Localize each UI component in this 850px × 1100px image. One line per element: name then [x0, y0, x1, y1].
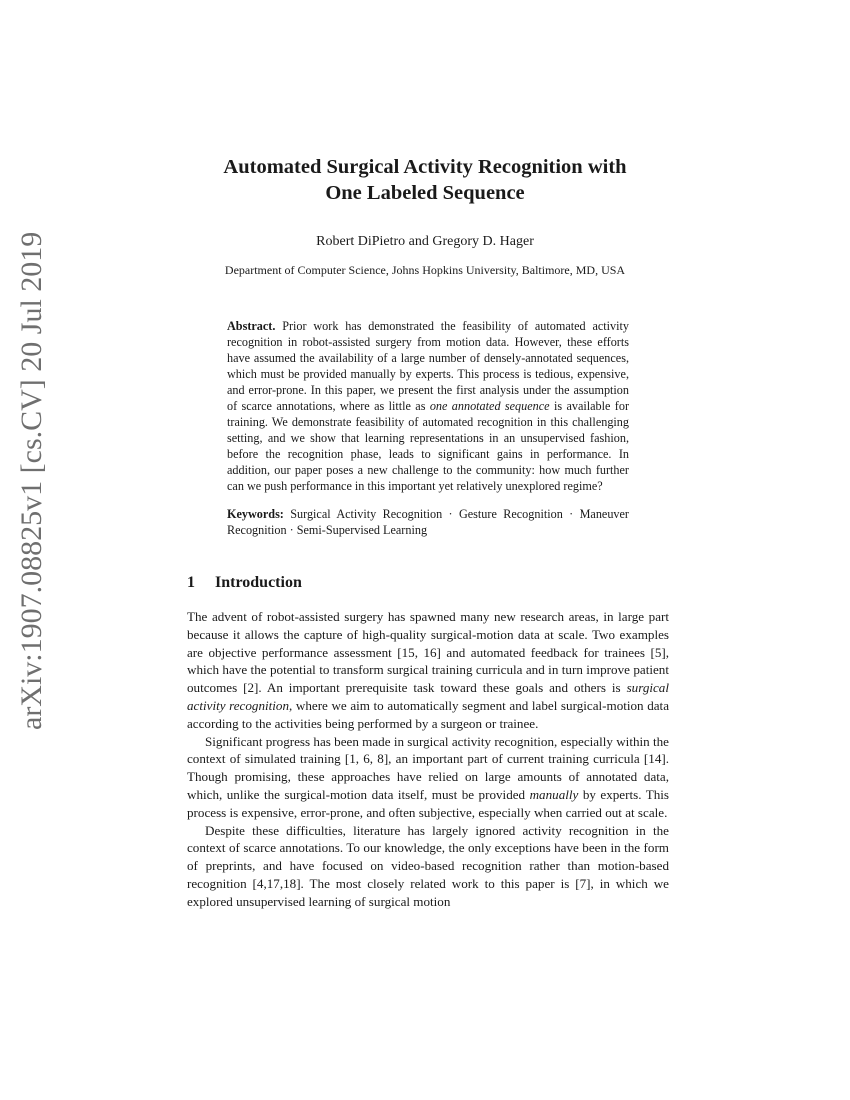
abstract-paragraph [227, 318, 629, 494]
title-line-2: One Labeled Sequence [325, 182, 525, 204]
intro-paragraph-2 [187, 733, 669, 822]
abstract-label: Abstract. [227, 319, 276, 333]
paper-title [150, 154, 700, 206]
abstract-text-part-1: Prior work has demonstrated the feasibility of automated activity recognition in robot-assisted surgery from motion data. However, these efforts have assumed the availability of a large number of densely-annotated sequences, which must be provided manually by experts. This process is tedious, expensive, and error-prone. In this paper, we present the first analysis under the assumption of scarce annotations, where as little as [227, 319, 629, 413]
keywords-text: Surgical Activity Recognition · Gesture Recognition · Maneuver Recognition · Semi-Supervised Learning [227, 507, 629, 537]
title-line-1: Automated Surgical Activity Recognition with [223, 156, 627, 178]
abstract-block [227, 318, 629, 538]
section-number: 1 [187, 574, 195, 591]
keywords-label: Keywords: [227, 507, 284, 521]
paragraph-1-text-a: The advent of robot-assisted surgery has spawned many new research areas, in large part because it allows the capture of high-quality surgical-motion data at scale. Two examples are objective performance assessment [15, 16] and automated feedback for trainees [5], which have the potential to transform surgical training curricula and in turn improve patient outcomes [2]. An important prerequisite task toward these goals and others is [187, 609, 669, 696]
paragraph-2-emphasis: manually [529, 786, 579, 802]
intro-paragraph-1 [187, 608, 669, 733]
section-title: Introduction [215, 574, 302, 591]
keywords-paragraph [227, 506, 629, 538]
author-affiliation: Department of Computer Science, Johns Hopkins University, Baltimore, MD, USA [224, 263, 626, 277]
abstract-emphasis: one annotated sequence [429, 399, 550, 413]
introduction-body [187, 608, 669, 911]
intro-paragraph-3: Despite these difficulties, literature has largely ignored activity recognition in the context of scarce annotations. To our knowledge, the only exceptions have been in the form of preprints, and have focused on video-based recognition rather than motion-based recognition [4,17,18]. The most closely related work to this paper is [7], in which we explored unsupervised learning of surgical motion [187, 822, 669, 909]
paragraph-1-emphasis: surgical activity recognition [187, 680, 669, 713]
arxiv-identifier-stamp: arXiv:1907.08825v1 [cs.CV] 20 Jul 2019 [15, 231, 48, 730]
section-heading-introduction [187, 574, 302, 592]
abstract-text-part-2: is available for training. We demonstrate feasibility of automated recognition in this challenging setting, and we show that learning representations in an unsupervised fashion, before the recognition phase, leads to significant gains in performance. In addition, our paper poses a new challenge to the community: how much further can we push performance in this important yet relatively unexplored regime? [227, 399, 630, 493]
paragraph-2-text-b: by experts. This process is expensive, error-prone, and often subjective, especially when carried out at scale. [187, 786, 669, 820]
author-list: Robert DiPietro and Gregory D. Hager [316, 234, 534, 249]
paragraph-1-text-b: , where we aim to automatically segment and label surgical-motion data according to the activities being performed by a surgeon or trainee. [187, 697, 670, 731]
paragraph-2-text-a: Significant progress has been made in surgical activity recognition, especially within the context of simulated training [1, 6, 8], an important part of current training curricula [14]. Though promising, these approaches have relied on large amounts of annotated data, which, unlike the surgical-motion data itself, must be provided [187, 733, 669, 802]
